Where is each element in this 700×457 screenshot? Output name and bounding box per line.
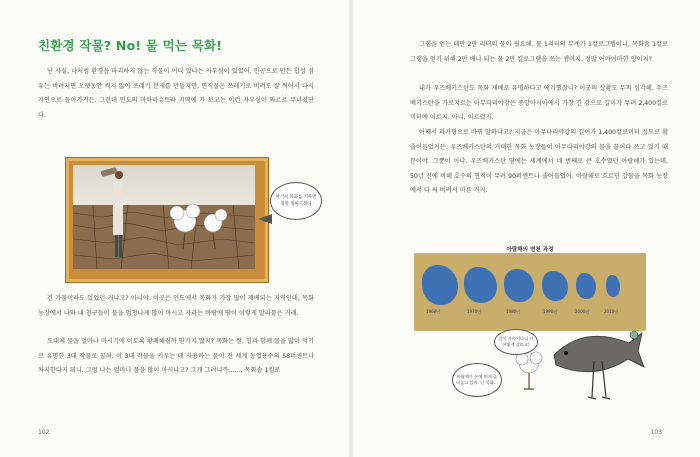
left-page bbox=[0, 0, 348, 457]
section-title: 친환경 작물? No! 물 먹는 목화! bbox=[38, 38, 223, 53]
lake-shape-2000 bbox=[576, 273, 596, 299]
lake-shape-1980 bbox=[504, 269, 534, 302]
lake-shape-1970 bbox=[464, 267, 497, 303]
lake-shape-1960 bbox=[422, 265, 458, 305]
fish-character-icon bbox=[534, 315, 646, 411]
paragraph: 난 사실, 나처럼 환경을 파괴하지 않는 작물이 어디 있냐는 자부심이 있었어. 인공으로 만든 합성 섬유는 버려지면 오랫동안 썩지 않아 쓰레기 문제를 만들지만, 면직물은 쓰레기로 버려도 잘 썩어서 다시 자연으로 돌아가거든. 그런데 인도의 마하라슈트라 지역에 가 보고는 이런 자부심이 와르르 무너졌단다. bbox=[38, 68, 314, 119]
year-label: 1960년 bbox=[426, 309, 441, 314]
speech-bubble-tail bbox=[258, 214, 272, 224]
year-label: 1980년 bbox=[506, 309, 521, 314]
paragraph: 그램을 얻는 데만 2만 리터의 물이 필요해. 물 1리터의 무게가 1킬로그램이니, 목화솜 1킬로그램을 얻기 위해 2만 배나 되는 물 2만 킬로그램을 쓰는 셈이지. 정말 어마어마한 양이지? bbox=[410, 41, 668, 63]
speech-bubble bbox=[494, 329, 538, 355]
speech-bubble bbox=[270, 182, 322, 220]
photo-frame bbox=[66, 158, 268, 282]
right-page bbox=[354, 0, 700, 457]
lake-shape-2010 bbox=[606, 275, 620, 297]
speech-bubble-text: 여기서 목화를 키우면 정말 목마르겠다 bbox=[275, 195, 317, 207]
year-label: 1990년 bbox=[543, 309, 558, 314]
paragraph: 건 가뭄이라도 있었던 거냐고? 아니야. 이곳은 인도에서 목화가 가장 많이 재배되는 지역인데, 목화 농장에서 나와 내 친구들이 물을 엄청나게 많이 마시고 자라는 바람에 땅이 이렇게 말라붙은 거래. bbox=[38, 295, 314, 317]
lake-shape-1990 bbox=[542, 271, 568, 301]
paragraph: 내가 우즈베키스탄도 목화 재배로 유명하다고 얘기했잖니? 이곳의 상황도 무척 심각해. 우즈베키스탄을 가로지르는 아무다리야강은 중앙아시아에서 가장 긴 강으로 길이가 무려 2,400킬로미터에 이르지. 아니, 이르렀지. bbox=[410, 85, 668, 122]
paragraph: 어째서 과거형으로 바뀌 말하냐고? 지금은 아무다리야강의 길이가 1,400킬로미터 정도로 확 줄어들었거든. 우즈베키스탄의 거대한 목화 농장들이 아무다리야강의 물을 끌어다 쓰고 있기 때문이야. 그뿐이 아냐. 우즈베키스탄 옆에는 세계에서 네 번째로 큰 호수였던 아랄해가 있는데, 50년 전에 비해 호수의 면적이 무려 90퍼센트나 줄어들었어. 아랄해로 흐르던 강물을 목화 농장에서 다 써 버려서 마른 거지. bbox=[410, 129, 668, 195]
year-label: 2000년 bbox=[575, 309, 590, 314]
speech-bubble-text: 아랄해가 눈에 띄게 줄어들고 있어. 난 목화… bbox=[456, 373, 498, 385]
page-number: 103 bbox=[650, 429, 662, 436]
year-label: 2010년 bbox=[604, 309, 619, 314]
aral-sea-illustration bbox=[414, 245, 646, 413]
cotton-character-icon bbox=[512, 349, 546, 395]
illustration-title: 아랄해의 변천 과정 bbox=[506, 247, 554, 253]
year-label: 1970년 bbox=[467, 309, 482, 314]
speech-bubble bbox=[452, 363, 502, 397]
paragraph: 도대체 물을 얼마나 마시기에 이토록 황폐해질까 믿기지 않지? 목화는 쌀, 밀과 함께 물을 많이 먹기로 유명한 3대 작물로 꼽혀. 이 3대 작물을 키우는 데 사용하는 물이 전 세계 농업용수의 58퍼센트나 차지한다지 뭐니. 그럼 나는 얼마나 물을 많이 마시냐고? 그게 그러니까……, 목화솜 1킬로 bbox=[38, 338, 314, 375]
page-number: 102 bbox=[38, 429, 50, 436]
cracked-earth-photo bbox=[73, 165, 261, 275]
speech-bubble-text: 물이 사라지다니 난 어떻게 살라고! bbox=[498, 335, 534, 347]
